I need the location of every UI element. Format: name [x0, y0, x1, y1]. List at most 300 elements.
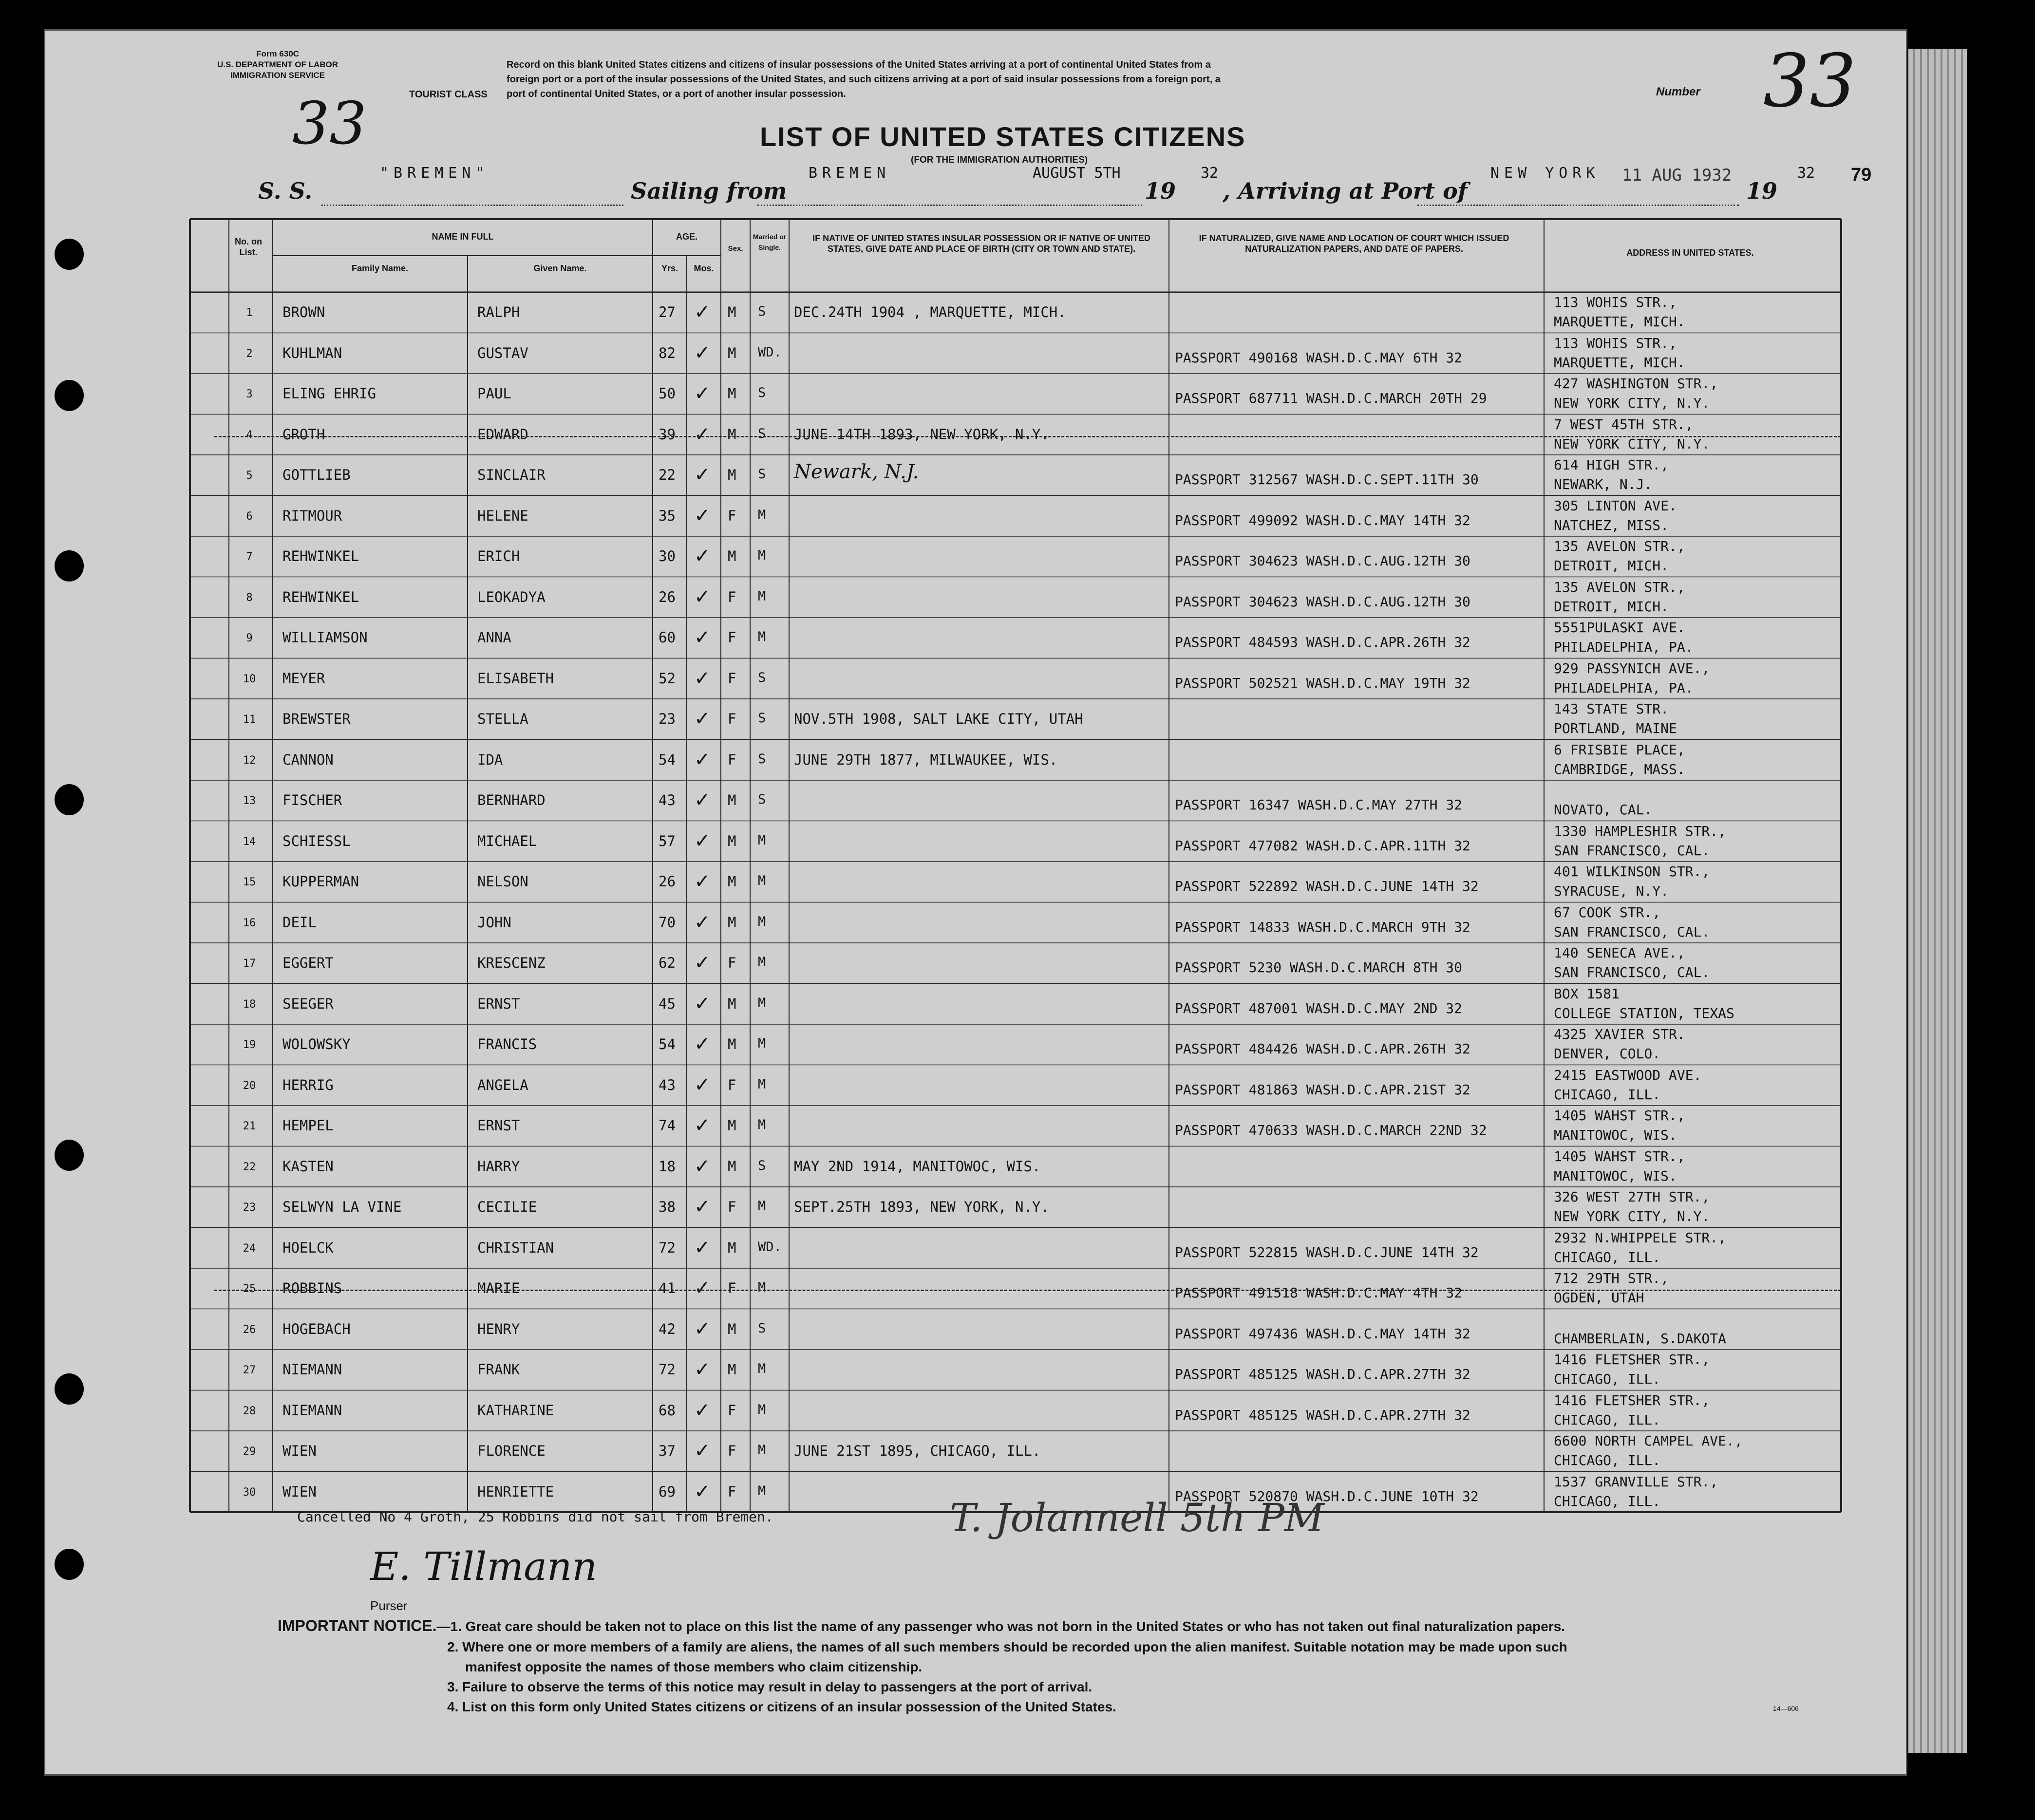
row-number: 10	[243, 673, 256, 685]
form-id: Form 630C	[256, 49, 299, 58]
address-line-2: MARQUETTE, MICH.	[1554, 314, 1685, 330]
year-label: 19	[1746, 178, 1778, 204]
given-name: KRESCENZ	[477, 955, 546, 971]
check-mark: ✓	[694, 382, 711, 405]
age-years: 57	[659, 832, 676, 849]
marital-status: M	[758, 588, 766, 604]
given-name: FRANCIS	[477, 1036, 537, 1052]
header-yrs: Yrs.	[661, 263, 678, 273]
page-subtitle: (FOR THE IMMIGRATION AUTHORITIES)	[911, 155, 1088, 165]
header-sex: Sex.	[728, 244, 743, 253]
sex: M	[728, 548, 736, 564]
address-line-2: DETROIT, MICH.	[1554, 558, 1669, 574]
given-name: STELLA	[477, 711, 528, 727]
family-name: SELWYN LA VINE	[283, 1199, 402, 1215]
naturalization-info: PASSPORT 481863 WASH.D.C.APR.21ST 32	[1175, 1081, 1470, 1098]
row-number: 15	[243, 876, 256, 888]
age-years: 23	[659, 711, 676, 727]
header-address: ADDRESS IN UNITED STATES.	[1626, 248, 1754, 258]
check-mark: ✓	[694, 626, 711, 649]
address-line-1: 143 STATE STR.	[1554, 701, 1669, 717]
margin-mark	[1753, 1588, 1754, 1589]
address-line-1: 1405 WAHST STR.,	[1554, 1148, 1685, 1164]
age-years: 37	[659, 1443, 676, 1459]
family-name: KUPPERMAN	[283, 873, 359, 890]
marital-status: WD.	[758, 1239, 782, 1255]
marital-status: M	[758, 955, 766, 970]
class-stamp: TOURIST CLASS	[409, 89, 488, 100]
year-value: 32	[1797, 165, 1815, 182]
age-years: 54	[659, 1036, 676, 1052]
row-number: 27	[243, 1364, 256, 1376]
printer-code: 14—606	[1773, 1705, 1799, 1712]
check-mark: ✓	[694, 789, 711, 811]
sex: F	[728, 507, 736, 524]
notice-item: 3. Failure to observe the terms of this notice may result in delay to passengers at the port of arrival.	[447, 1679, 1093, 1694]
inspector-signature: T. Jolannell 5th PM	[950, 1495, 1324, 1540]
age-years: 26	[659, 588, 676, 605]
marital-status: M	[758, 1402, 766, 1417]
row-number: 17	[243, 957, 256, 970]
address-line-1: 305 LINTON AVE.	[1554, 497, 1677, 514]
family-name: FISCHER	[283, 792, 342, 808]
family-name: SCHIESSL	[283, 832, 351, 849]
address-line-2: DETROIT, MICH.	[1554, 598, 1669, 615]
given-name: CHRISTIAN	[477, 1239, 554, 1256]
family-name: WIEN	[283, 1443, 317, 1459]
marital-status: S	[758, 1320, 766, 1336]
check-mark: ✓	[694, 952, 711, 974]
given-name: JOHN	[477, 914, 511, 931]
check-mark: ✓	[694, 870, 711, 893]
year-label: 19	[1145, 178, 1176, 204]
sex: F	[728, 1402, 736, 1419]
address-line-1: 401 WILKINSON STR.,	[1554, 863, 1710, 880]
marital-status: M	[758, 995, 766, 1011]
address-line-1: 140 SENECA AVE.,	[1554, 945, 1685, 961]
check-mark: ✓	[694, 585, 711, 608]
cancelled-strikeout	[214, 436, 1841, 437]
naturalization-info: PASSPORT 312567 WASH.D.C.SEPT.11TH 30	[1175, 471, 1479, 488]
family-name: CANNON	[283, 751, 334, 768]
marital-status: M	[758, 1199, 766, 1214]
cancelled-note: Cancelled No 4 Groth, 25 Robbins did not sail from Bremen.	[297, 1509, 773, 1525]
naturalization-info: PASSPORT 485125 WASH.D.C.APR.27TH 32	[1175, 1407, 1470, 1423]
sex: M	[728, 1117, 736, 1134]
address-line-2: NEW YORK CITY, N.Y.	[1554, 1208, 1710, 1224]
sex: F	[728, 1076, 736, 1093]
notice-item: manifest opposite the names of those members who claim citizenship.	[465, 1659, 923, 1674]
row-number: 22	[243, 1161, 256, 1173]
given-name: ERNST	[477, 995, 520, 1012]
row-number: 11	[243, 713, 256, 726]
notice-title: IMPORTANT NOTICE.	[278, 1617, 437, 1634]
naturalization-info: PASSPORT 522892 WASH.D.C.JUNE 14TH 32	[1175, 878, 1479, 894]
marital-status: M	[758, 629, 766, 644]
arriving-label: , Arriving at Port of	[1223, 178, 1468, 204]
check-mark: ✓	[694, 545, 711, 567]
sex: M	[728, 1320, 736, 1337]
address-line-2: NEW YORK CITY, N.Y.	[1554, 435, 1710, 452]
sailing-label: Sailing from	[631, 178, 787, 204]
row-number: 23	[243, 1201, 256, 1214]
service: IMMIGRATION SERVICE	[230, 71, 325, 80]
address-line-1: 4325 XAVIER STR.	[1554, 1026, 1685, 1042]
naturalization-info: PASSPORT 687711 WASH.D.C.MARCH 20TH 29	[1175, 390, 1487, 406]
check-mark: ✓	[694, 504, 711, 527]
family-name: REHWINKEL	[283, 588, 359, 605]
age-years: 82	[659, 344, 676, 361]
marital-status: M	[758, 1443, 766, 1458]
cancelled-strikeout	[214, 1290, 1841, 1291]
age-years: 30	[659, 548, 676, 564]
row-number: 6	[246, 510, 253, 523]
naturalization-info: PASSPORT 490168 WASH.D.C.MAY 6TH 32	[1175, 349, 1463, 366]
birth-info: JUNE 21ST 1895, CHICAGO, ILL.	[794, 1443, 1041, 1459]
address-line-1: 2932 N.WHIPPELE STR.,	[1554, 1229, 1727, 1246]
check-mark: ✓	[694, 1440, 711, 1462]
notice-item: 4. List on this form only United States citizens or citizens of an insular possession of the United States.	[447, 1699, 1116, 1714]
age-years: 43	[659, 792, 676, 808]
address-line-2: CHICAGO, ILL.	[1554, 1493, 1661, 1509]
preamble-line: port of continental United States, or a port of another insular possession.	[507, 89, 846, 99]
marital-status: M	[758, 1483, 766, 1499]
preamble-line: foreign port or a port of the insular possessions of the United States, and such citizens arriving at a port of said insular possessions from a foreign port, a	[507, 74, 1221, 85]
row-number: 13	[243, 795, 256, 807]
marital-status: M	[758, 1361, 766, 1376]
row-number: 9	[246, 632, 253, 644]
marital-status: WD.	[758, 344, 782, 360]
row-number: 19	[243, 1039, 256, 1051]
marital-status: M	[758, 1076, 766, 1092]
sex: F	[728, 629, 736, 646]
row-number: 21	[243, 1120, 256, 1132]
address-line-1: 6 FRISBIE PLACE,	[1554, 741, 1685, 758]
check-mark: ✓	[694, 1073, 711, 1096]
sex: M	[728, 792, 736, 808]
age-years: 35	[659, 507, 676, 524]
row-number: 14	[243, 835, 256, 848]
sex: F	[728, 955, 736, 971]
sex: F	[728, 1483, 736, 1500]
address-line-2: CHICAGO, ILL.	[1554, 1249, 1661, 1265]
address-line-1: 1416 FLETSHER STR.,	[1554, 1392, 1710, 1408]
check-mark: ✓	[694, 1196, 711, 1218]
sex: M	[728, 385, 736, 402]
sailing-date: AUGUST 5TH	[1033, 165, 1121, 182]
check-mark: ✓	[694, 829, 711, 852]
row-number: 1	[246, 307, 253, 319]
age-years: 42	[659, 1320, 676, 1337]
row-number: 3	[246, 388, 253, 400]
row-number: 18	[243, 998, 256, 1011]
check-mark: ✓	[694, 1236, 711, 1259]
given-name: ERNST	[477, 1117, 520, 1134]
check-mark: ✓	[694, 1399, 711, 1422]
address-line-2: CHICAGO, ILL.	[1554, 1086, 1661, 1103]
address-line-2: CHICAGO, ILL.	[1554, 1411, 1661, 1428]
sex: M	[728, 467, 736, 483]
age-years: 38	[659, 1199, 676, 1215]
check-mark: ✓	[694, 1114, 711, 1137]
row-number: 8	[246, 591, 253, 604]
family-name: GROTH	[283, 426, 325, 443]
marital-status: S	[758, 426, 766, 441]
address-line-1: 929 PASSYNICH AVE.,	[1554, 660, 1710, 676]
family-name: GOTTLIEB	[283, 467, 351, 483]
notice-item: 2. Where one or more members of a family are aliens, the names of all such members should be recorded upon the alien manifest. Suitable notation may be made upon such	[447, 1639, 1567, 1654]
sex: M	[728, 995, 736, 1012]
check-mark: ✓	[694, 464, 711, 486]
age-years: 39	[659, 426, 676, 443]
address-line-2: SAN FRANCISCO, CAL.	[1554, 923, 1710, 940]
row-number: 29	[243, 1445, 256, 1458]
address-line-1: 5551PULASKI AVE.	[1554, 619, 1685, 636]
birth-info: JUNE 14TH 1893, NEW YORK, N.Y.	[794, 426, 1049, 443]
row-number: 7	[246, 551, 253, 563]
check-mark: ✓	[694, 1480, 711, 1503]
row-number: 4	[246, 429, 253, 441]
check-mark: ✓	[694, 748, 711, 771]
naturalization-info: PASSPORT 304623 WASH.D.C.AUG.12TH 30	[1175, 593, 1470, 610]
check-mark: ✓	[694, 708, 711, 730]
ship-name: "BREMEN"	[380, 165, 490, 182]
birth-info: Newark, N.J.	[794, 461, 919, 483]
important-notice	[278, 1616, 1565, 1636]
address-line-2: NATCHEZ, MISS.	[1554, 517, 1669, 533]
address-line-2: PHILADELPHIA, PA.	[1554, 679, 1694, 696]
row-number: 28	[243, 1405, 256, 1417]
given-name: PAUL	[477, 385, 511, 402]
check-mark: ✓	[694, 1155, 711, 1178]
age-years: 54	[659, 751, 676, 768]
family-name: EGGERT	[283, 955, 334, 971]
marital-status: M	[758, 548, 766, 563]
header-married: Married or Single.	[753, 233, 787, 251]
address-line-1: 7 WEST 45TH STR.,	[1554, 416, 1694, 432]
sex: F	[728, 1443, 736, 1459]
address-line-2: DENVER, COLO.	[1554, 1046, 1661, 1062]
check-mark: ✓	[694, 341, 711, 364]
family-name: MEYER	[283, 670, 325, 687]
age-years: 52	[659, 670, 676, 687]
given-name: LEOKADYA	[477, 588, 546, 605]
row-number: 16	[243, 917, 256, 929]
family-name: SEEGER	[283, 995, 334, 1012]
row-number: 26	[243, 1323, 256, 1336]
family-name: RITMOUR	[283, 507, 342, 524]
address-line-2: SAN FRANCISCO, CAL.	[1554, 964, 1710, 980]
marital-status: S	[758, 751, 766, 767]
address-line-2: MARQUETTE, MICH.	[1554, 354, 1685, 371]
age-years: 70	[659, 914, 676, 931]
address-line-1: 113 WOHIS STR.,	[1554, 294, 1677, 310]
address-line-1: 67 COOK STR.,	[1554, 904, 1661, 920]
department: U.S. DEPARTMENT OF LABOR	[217, 60, 339, 69]
sex: F	[728, 588, 736, 605]
family-name: WILLIAMSON	[283, 629, 368, 646]
naturalization-info: PASSPORT 485125 WASH.D.C.APR.27TH 32	[1175, 1366, 1470, 1382]
given-name: HENRY	[477, 1320, 520, 1337]
marital-status: S	[758, 1158, 766, 1173]
purser-signature: E. Tillmann	[370, 1544, 597, 1589]
address-line-2: SAN FRANCISCO, CAL.	[1554, 842, 1710, 859]
address-line-2: CHICAGO, ILL.	[1554, 1452, 1661, 1468]
family-name: REHWINKEL	[283, 548, 359, 564]
birth-info: MAY 2ND 1914, MANITOWOC, WIS.	[794, 1158, 1041, 1175]
notice-item: —1. Great care should be taken not to place on this list the name of any passenger who was not born in the United States or who has not taken out final naturalization papers.	[436, 1619, 1565, 1634]
naturalization-info: PASSPORT 491518 WASH.D.C.MAY 4TH 32	[1175, 1285, 1463, 1301]
port-to: NEW YORK	[1490, 165, 1600, 182]
family-name: HOGEBACH	[283, 1320, 351, 1337]
sex: F	[728, 1280, 736, 1296]
given-name: MICHAEL	[477, 832, 537, 849]
given-name: HARRY	[477, 1158, 520, 1175]
given-name: SINCLAIR	[477, 467, 546, 483]
given-name: EDWARD	[477, 426, 528, 443]
family-name: DEIL	[283, 914, 317, 931]
row-number: 2	[246, 347, 253, 360]
port-from: BREMEN	[809, 165, 891, 182]
check-mark: ✓	[694, 1033, 711, 1055]
given-name: ERICH	[477, 548, 520, 564]
given-name: ELISABETH	[477, 670, 554, 687]
header-no: No. on List.	[235, 237, 262, 257]
address-line-2: CHICAGO, ILL.	[1554, 1371, 1661, 1387]
address-line-2: NOVATO, CAL.	[1554, 802, 1653, 818]
address-line-1: 614 HIGH STR.,	[1554, 457, 1669, 473]
header-given-name: Given Name.	[533, 263, 587, 273]
naturalization-info: PASSPORT 484593 WASH.D.C.APR.26TH 32	[1175, 634, 1470, 650]
given-name: ANGELA	[477, 1076, 528, 1093]
marital-status: M	[758, 1117, 766, 1132]
marital-status: M	[758, 1036, 766, 1051]
address-line-1: 113 WOHIS STR.,	[1554, 335, 1677, 351]
naturalization-info: PASSPORT 5230 WASH.D.C.MARCH 8TH 30	[1175, 959, 1463, 976]
address-line-1: 1416 FLETSHER STR.,	[1554, 1351, 1710, 1368]
row-number: 24	[243, 1242, 256, 1255]
sex: M	[728, 914, 736, 931]
check-mark: ✓	[694, 423, 711, 446]
address-line-1: BOX 1581	[1554, 985, 1620, 1002]
birth-info: JUNE 29TH 1877, MILWAUKEE, WIS.	[794, 751, 1058, 768]
ss-label: S. S.	[258, 178, 313, 204]
marital-status: S	[758, 304, 766, 319]
page-number: 79	[1851, 165, 1872, 185]
naturalization-info: PASSPORT 502521 WASH.D.C.MAY 19TH 32	[1175, 675, 1470, 691]
age-years: 72	[659, 1239, 676, 1256]
sex: M	[728, 1036, 736, 1052]
given-name: GUSTAV	[477, 344, 528, 361]
header-mos: Mos.	[694, 263, 714, 273]
sex: M	[728, 1158, 736, 1175]
family-name: WIEN	[283, 1483, 317, 1500]
address-line-1: 712 29TH STR.,	[1554, 1270, 1669, 1286]
check-mark: ✓	[694, 667, 711, 690]
marital-status: M	[758, 873, 766, 888]
address-line-2: OGDEN, UTAH	[1554, 1290, 1644, 1306]
given-name: MARIE	[477, 1280, 520, 1296]
family-name: NIEMANN	[283, 1402, 342, 1419]
marital-status: S	[758, 711, 766, 726]
sex: F	[728, 711, 736, 727]
given-name: HELENE	[477, 507, 528, 524]
naturalization-info: PASSPORT 304623 WASH.D.C.AUG.12TH 30	[1175, 553, 1470, 569]
marital-status: M	[758, 1280, 766, 1295]
naturalization-info: PASSPORT 477082 WASH.D.C.APR.11TH 32	[1175, 837, 1470, 854]
check-mark: ✓	[694, 1277, 711, 1299]
address-line-1: 427 WASHINGTON STR.,	[1554, 375, 1718, 392]
given-name: FLORENCE	[477, 1443, 546, 1459]
address-line-1: 6600 NORTH CAMPEL AVE.,	[1554, 1433, 1743, 1449]
number-label: Number	[1656, 85, 1700, 98]
sex: M	[728, 873, 736, 890]
birth-info: SEPT.25TH 1893, NEW YORK, N.Y.	[794, 1199, 1049, 1215]
family-name: KASTEN	[283, 1158, 334, 1175]
naturalization-info: PASSPORT 487001 WASH.D.C.MAY 2ND 32	[1175, 1000, 1463, 1016]
family-name: BROWN	[283, 304, 325, 320]
naturalization-info: PASSPORT 520870 WASH.D.C.JUNE 10TH 32	[1175, 1488, 1479, 1504]
marital-status: M	[758, 832, 766, 848]
address-line-2: CAMBRIDGE, MASS.	[1554, 761, 1685, 777]
page-title: LIST OF UNITED STATES CITIZENS	[760, 121, 1246, 152]
naturalization-info: PASSPORT 497436 WASH.D.C.MAY 14TH 32	[1175, 1325, 1470, 1342]
header-birth: IF NATIVE OF UNITED STATES INSULAR POSSESSION OR IF NATIVE OF UNITED STATES, GIVE DATE AND PLACE OF BIRTH (CITY OR TOWN AND STATE).	[812, 233, 1150, 254]
check-mark: ✓	[694, 992, 711, 1015]
sex: M	[728, 426, 736, 443]
address-line-2: COLLEGE STATION, TEXAS	[1554, 1005, 1734, 1021]
address-line-1: 1537 GRANVILLE STR.,	[1554, 1473, 1718, 1490]
check-mark: ✓	[694, 1358, 711, 1381]
marital-status: S	[758, 792, 766, 807]
age-years: 45	[659, 995, 676, 1012]
family-name: KUHLMAN	[283, 344, 342, 361]
family-name: HEMPEL	[283, 1117, 334, 1134]
number-value: 33	[1763, 39, 1856, 124]
given-name: NELSON	[477, 873, 528, 890]
marital-status: S	[758, 385, 766, 400]
age-years: 22	[659, 467, 676, 483]
marital-status: S	[758, 670, 766, 685]
sex: F	[728, 751, 736, 768]
given-name: KATHARINE	[477, 1402, 554, 1419]
address-line-1: 2415 EASTWOOD AVE.	[1554, 1067, 1702, 1083]
address-line-1: 1330 HAMPLESHIR STR.,	[1554, 823, 1727, 839]
preamble-line: Record on this blank United States citizens and citizens of insular possessions of the United States arriving at a port of continental United States from a	[507, 59, 1211, 70]
age-years: 26	[659, 873, 676, 890]
age-years: 60	[659, 629, 676, 646]
year-value: 32	[1201, 165, 1219, 182]
address-line-2: MANITOWOC, WIS.	[1554, 1167, 1677, 1184]
given-name: CECILIE	[477, 1199, 537, 1215]
row-number: 25	[243, 1283, 256, 1295]
given-name: HENRIETTE	[477, 1483, 554, 1500]
row-number: 20	[243, 1079, 256, 1092]
age-years: 68	[659, 1402, 676, 1419]
sex: M	[728, 1239, 736, 1256]
row-number: 5	[246, 469, 253, 482]
marital-status: M	[758, 914, 766, 929]
age-years: 41	[659, 1280, 676, 1296]
birth-info: DEC.24TH 1904 , MARQUETTE, MICH.	[794, 304, 1066, 320]
address-line-1: 326 WEST 27TH STR.,	[1554, 1189, 1710, 1205]
marital-status: S	[758, 467, 766, 482]
given-name: BERNHARD	[477, 792, 546, 808]
naturalization-info: PASSPORT 470633 WASH.D.C.MARCH 22ND 32	[1175, 1122, 1487, 1138]
address-line-1: 135 AVELON STR.,	[1554, 538, 1685, 554]
given-name: ANNA	[477, 629, 511, 646]
birth-info: NOV.5TH 1908, SALT LAKE CITY, UTAH	[794, 711, 1083, 727]
